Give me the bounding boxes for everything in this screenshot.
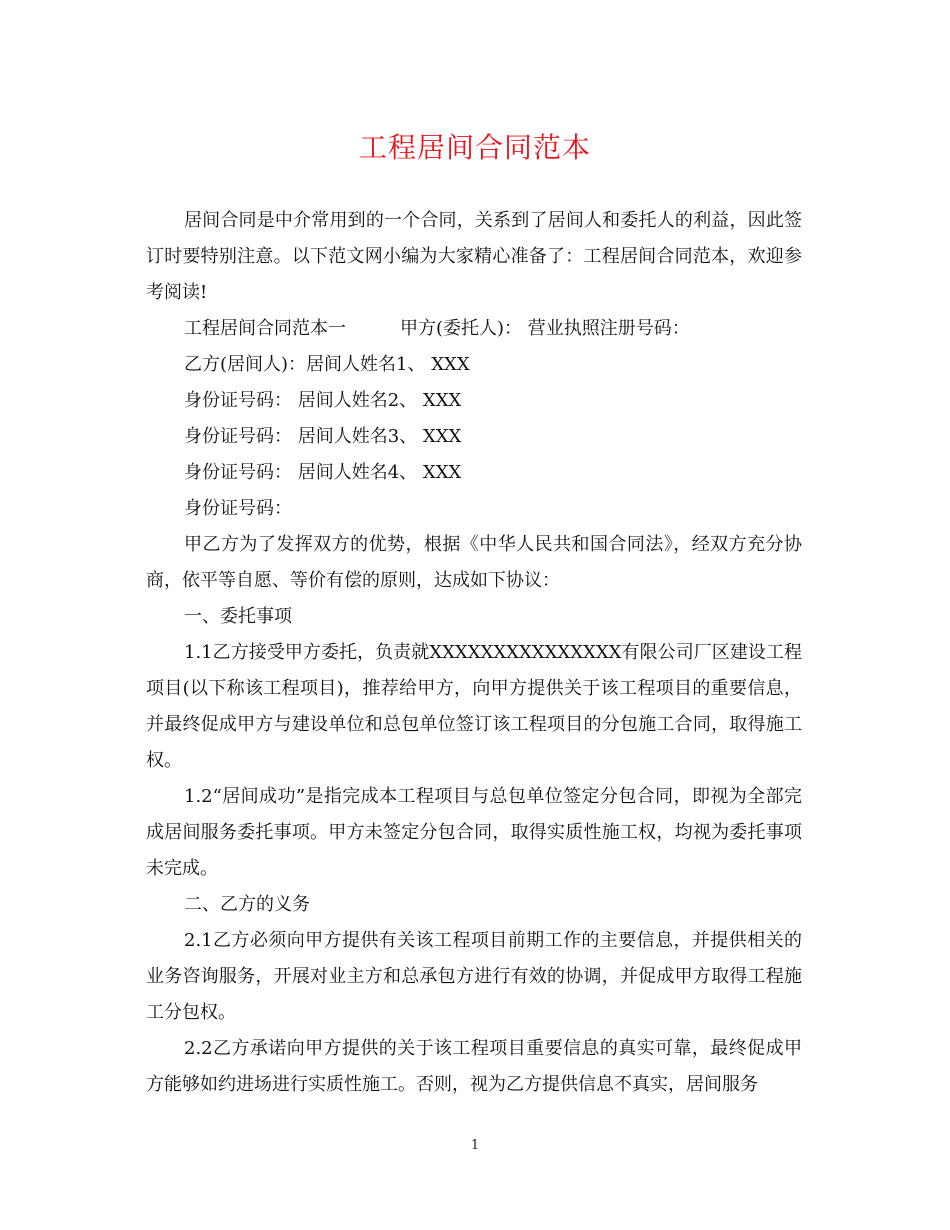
party-b-line: 乙方(居间人)：居间人姓名1、 XXX — [184, 354, 470, 375]
intro-paragraph: 居间合同是中介常用到的一个合同，关系到了居间人和委托人的利益，因此签订时要特别注意。以下范文网小编为大家精心准备了：工程居间合同范本，欢迎参考阅读! — [146, 210, 802, 303]
clause-2-1: 2.1乙方必须向甲方提供有关该工程项目前期工作的主要信息，并提供相关的业务咨询服务，开展对业主方和总承包方进行有效的协调，并促成甲方取得工程施工分包权。 — [146, 930, 802, 1023]
contract-header-line: 工程居间合同范本一 甲方(委托人)： 营业执照注册号码： — [184, 318, 690, 339]
document-body — [146, 203, 802, 1103]
page-number: 1 — [470, 1138, 480, 1153]
clause-1-2: 1.2“居间成功”是指完成本工程项目与总包单位签定分包合同，即视为全部完成居间服务委托事项。甲方未签定分包合同，取得实质性施工权，均视为委托事项未完成。 — [146, 786, 802, 879]
clause-1-1: 1.1乙方接受甲方委托，负责就XXXXXXXXXXXXXXX有限公司厂区建设工程项目(以下称该工程项目)，推荐给甲方，向甲方提供关于该工程项目的重要信息，并最终促成甲方与建设单位和总包单位签订该工程项目的分包施工合同，取得施工权。 — [146, 642, 802, 771]
id-line-4: 身份证号码： 居间人姓名4、 XXX — [184, 462, 462, 483]
id-line-2: 身份证号码： 居间人姓名2、 XXX — [184, 390, 462, 411]
section-heading-1: 一、委托事项 — [184, 606, 292, 627]
clause-2-2: 2.2乙方承诺向甲方提供的关于该工程项目重要信息的真实可靠，最终促成甲方能够如约进场进行实质性施工。否则，视为乙方提供信息不真实，居间服务 — [146, 1038, 802, 1095]
id-line-5: 身份证号码： — [184, 498, 292, 519]
id-line-3: 身份证号码： 居间人姓名3、 XXX — [184, 426, 462, 447]
section-heading-2: 二、乙方的义务 — [184, 894, 310, 915]
agreement-paragraph: 甲乙方为了发挥双方的优势，根据《中华人民共和国合同法》，经双方充分协商，依平等自愿、等价有偿的原则，达成如下协议： — [146, 534, 802, 591]
document-title: 工程居间合同范本 — [358, 131, 591, 164]
